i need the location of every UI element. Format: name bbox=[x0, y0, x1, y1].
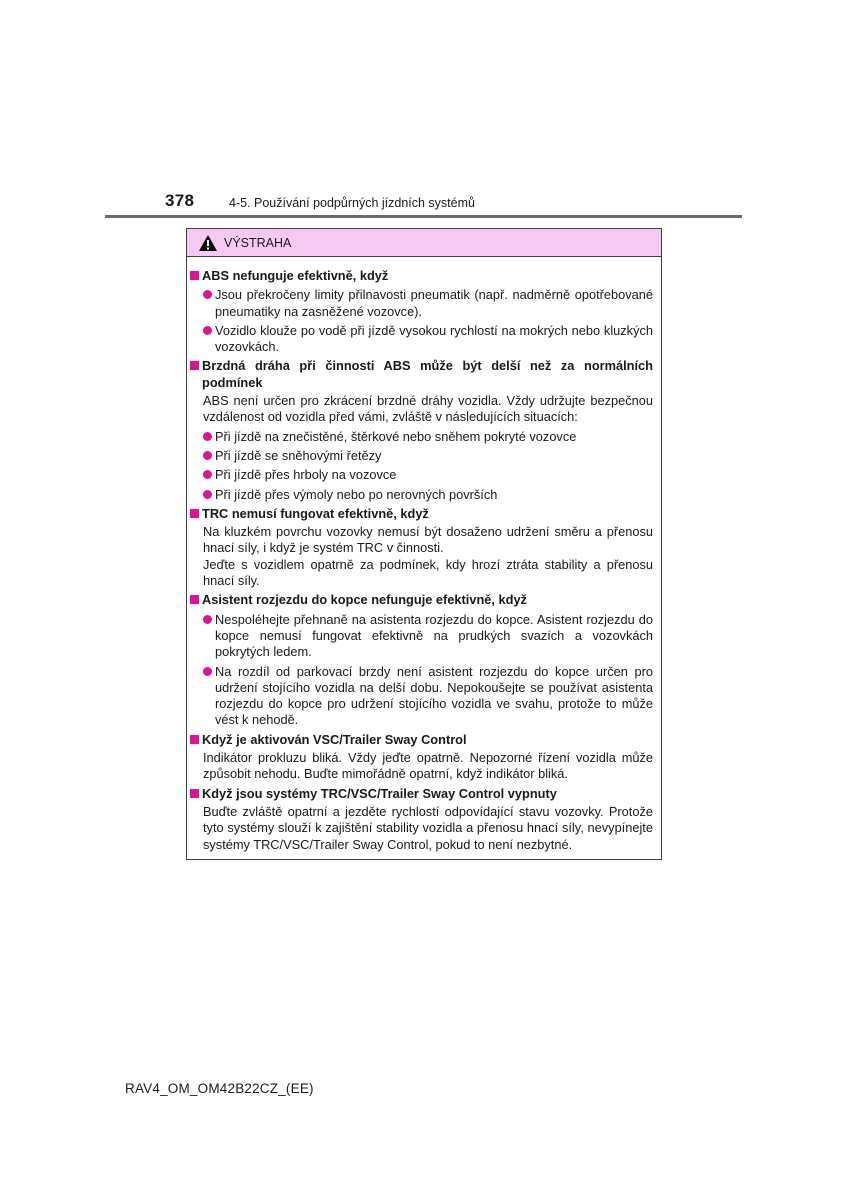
square-bullet-icon bbox=[190, 361, 199, 370]
square-bullet-icon bbox=[190, 789, 199, 798]
section-heading bbox=[190, 732, 653, 748]
warning-triangle-icon bbox=[198, 234, 218, 252]
section-heading-text: ABS nefunguje efektivně, když bbox=[202, 268, 389, 283]
circle-bullet-icon bbox=[203, 290, 212, 299]
section-heading bbox=[190, 786, 653, 802]
section-heading bbox=[190, 358, 653, 391]
warning-label: VÝSTRAHA bbox=[224, 235, 292, 250]
paragraph: ABS není určen pro zkrácení brzdné dráhy vozidla. Vždy udržujte bezpečnou vzdálenost od vozidla před vámi, zvláště v následujících situacích: bbox=[203, 393, 653, 425]
circle-bullet-icon bbox=[203, 451, 212, 460]
section-title: 4-5. Používání podpůrných jízdních systémů bbox=[229, 196, 475, 210]
list-item bbox=[203, 612, 653, 661]
document-code: RAV4_OM_OM42B22CZ_(EE) bbox=[125, 1081, 314, 1096]
list-item bbox=[203, 448, 653, 464]
section-heading-text: TRC nemusí fungovat efektivně, když bbox=[202, 505, 429, 521]
list-item-text: Při jízdě přes výmoly nebo po nerovných površích bbox=[215, 486, 498, 502]
square-bullet-icon bbox=[190, 509, 199, 518]
list-item-text: Při jízdě se sněhovými řetězy bbox=[215, 447, 382, 463]
page-number: 378 bbox=[165, 191, 195, 210]
square-bullet-icon bbox=[190, 735, 199, 744]
section-heading-text: Brzdná dráha při činnosti ABS může být delší než za normálních podmínek bbox=[202, 358, 653, 390]
circle-bullet-icon bbox=[203, 490, 212, 499]
list-item bbox=[203, 467, 653, 483]
circle-bullet-icon bbox=[203, 470, 212, 479]
circle-bullet-icon bbox=[203, 667, 212, 676]
section-heading bbox=[190, 506, 653, 522]
list-item bbox=[203, 429, 653, 445]
list-item bbox=[203, 664, 653, 729]
circle-bullet-icon bbox=[203, 615, 212, 624]
paragraph: Buďte zvláště opatrní a jezděte rychlostí odpovídající stavu vozovky. Protože tyto systémy slouží k zajištění stability vozidla a přenosu hnací síly, nevypínejte systémy TRC/VSC/Trailer Sway Control, pokud to není nezbytné. bbox=[203, 803, 653, 852]
list-item-text: Vozidlo klouže po vodě při jízdě vysokou rychlostí na mokrých nebo kluzkých vozovkách. bbox=[215, 322, 653, 355]
paragraph: Indikátor prokluzu bliká. Vždy jeďte opatrně. Nepozorné řízení vozidla může způsobit nehodu. Buďte mimořádně opatrní, když indikátor bliká. bbox=[203, 750, 653, 782]
header-rule bbox=[105, 215, 742, 218]
list-item-text: Při jízdě na znečistěné, štěrkové nebo sněhem pokryté vozovce bbox=[215, 428, 577, 444]
warning-box bbox=[186, 228, 662, 860]
warning-header bbox=[187, 229, 661, 257]
warning-content bbox=[187, 257, 661, 853]
list-item bbox=[203, 323, 653, 356]
square-bullet-icon bbox=[190, 595, 199, 604]
section-heading-text: Když je aktivován VSC/Trailer Sway Control bbox=[202, 731, 467, 747]
square-bullet-icon bbox=[190, 271, 199, 280]
list-item bbox=[203, 487, 653, 503]
list-item-text: Nespoléhejte přehnaně na asistenta rozjezdu do kopce. Asistent rozjezdu do kopce nemusí fungovat efektivně na prudkých svazích a vozovkách pokrytých ledem. bbox=[215, 611, 653, 660]
circle-bullet-icon bbox=[203, 432, 212, 441]
section-heading-text: Asistent rozjezdu do kopce nefunguje efektivně, když bbox=[202, 592, 527, 608]
section-heading bbox=[190, 592, 653, 608]
circle-bullet-icon bbox=[203, 326, 212, 335]
list-item-text: Na rozdíl od parkovací brzdy není asistent rozjezdu do kopce určen pro udržení stojícího vozidla na delší dobu. Nepokoušejte se používat asistenta rozjezdu do kopce pro udržení stojícího vozidla ve svahu, protože to může vést k nehodě. bbox=[215, 663, 653, 728]
list-item-text: Při jízdě přes hrboly na vozovce bbox=[215, 467, 397, 483]
section-heading-text: Když jsou systémy TRC/VSC/Trailer Sway Control vypnuty bbox=[202, 785, 557, 801]
paragraph: Na kluzkém povrchu vozovky nemusí být dosaženo udržení směru a přenosu hnací síly, i když je systém TRC v činnosti. bbox=[203, 524, 653, 556]
paragraph: Jeďte s vozidlem opatrně za podmínek, kdy hrozí ztráta stability a přenosu hnací síly. bbox=[203, 556, 653, 589]
list-item-text: Jsou překročeny limity přilnavosti pneumatik (např. nadměrně opotřebované pneumatiky na zasněžené vozovce). bbox=[215, 287, 653, 319]
section-heading bbox=[190, 268, 653, 284]
list-item bbox=[203, 287, 653, 320]
